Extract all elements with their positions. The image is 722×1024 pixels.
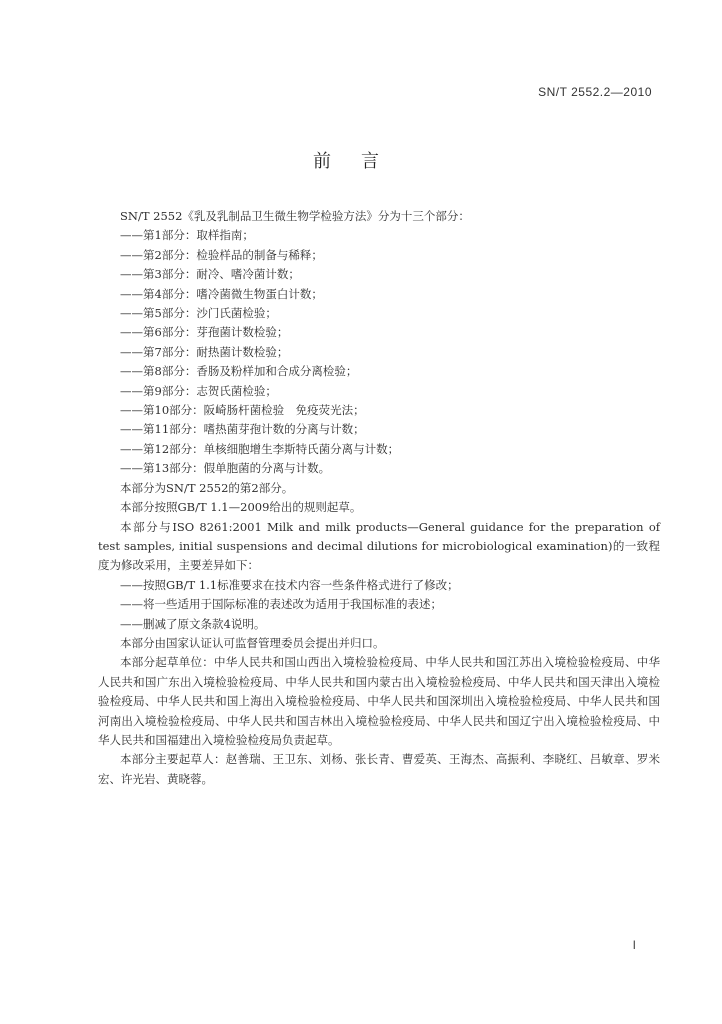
standard-code: SN/T 2552.2—2010: [538, 85, 652, 99]
difference-item: ——将一些适用于国际标准的表述改为适用于我国标准的表述；: [120, 597, 442, 612]
difference-item: ——按照GB/T 1.1标准要求在技术内容一些条件格式进行了修改；: [120, 577, 459, 592]
document-body: [98, 207, 660, 789]
drafters-paragraph: 本部分主要起草人：赵善瑞、王卫东、刘杨、张长青、曹爱英、王海杰、高振利、李晓红、吕敏章、罗米宏、许光岩、黄晓蓉。: [98, 752, 660, 786]
statement-drafting-rules: 本部分按照GB/T 1.1—2009给出的规则起草。: [120, 500, 362, 515]
part-list-item: ——第8部分：香肠及粉样加和合成分离检验；: [120, 364, 358, 379]
part-list-item: ——第7部分：耐热菌计数检验；: [120, 344, 289, 359]
statement-part-number: 本部分为SN/T 2552的第2部分。: [120, 480, 294, 495]
part-list-item: ——第6部分：芽孢菌计数检验；: [120, 325, 289, 340]
page-number: I: [632, 938, 636, 952]
part-list-item: ——第9部分：志贺氏菌检验；: [120, 383, 277, 398]
part-list-item: ——第12部分：单核细胞增生李斯特氏菌分离与计数；: [120, 441, 400, 456]
part-list-item: ——第10部分：阪崎肠杆菌检验 免疫荧光法；: [120, 403, 365, 418]
page-title: 前言: [313, 151, 409, 172]
part-list-item: ——第11部分：嗜热菌芽孢计数的分离与计数；: [120, 422, 365, 437]
intro-line: SN/T 2552《乳及乳制品卫生微生物学检验方法》分为十三个部分：: [120, 209, 470, 223]
iso-paragraph: 本部分与ISO 8261:2001 Milk and milk products—General guidance for the preparation of test samples, initial suspensions and decimal dilutions for microbiological examination)的一致程度为修改采用，主要差异如下：: [98, 519, 660, 573]
part-list-item: ——第4部分：嗜冷菌微生物蛋白计数；: [120, 286, 323, 301]
part-list-item: ——第1部分：取样指南；: [120, 228, 254, 243]
part-list-item: ——第3部分：耐冷、嗜冷菌计数；: [120, 267, 300, 282]
proposal-statement: 本部分由国家认证认可监督管理委员会提出并归口。: [120, 635, 385, 650]
difference-item: ——删减了原文条款4说明。: [120, 616, 266, 631]
part-list-item: ——第2部分：检验样品的制备与稀释；: [120, 247, 323, 262]
part-list-item: ——第13部分：假单胞菌的分离与计数。: [120, 461, 331, 476]
part-list-item: ——第5部分：沙门氏菌检验；: [120, 306, 277, 321]
drafting-units-paragraph: 本部分起草单位：中华人民共和国山西出入境检验检疫局、中华人民共和国江苏出入境检验检疫局、中华人民共和国广东出入境检验检疫局、中华人民共和国内蒙古出入境检验检疫局、中华人民共和国天津出入境检验检疫局、中华人民共和国上海出入境检验检疫局、中华人民共和国深圳出入境检验检疫局、中华人民共和国河南出入境检验检疫局、中华人民共和国吉林出入境检验检疫局、中华人民共和国辽宁出入境检验检疫局、中华人民共和国福建出入境检验检疫局负责起草。: [98, 655, 660, 747]
